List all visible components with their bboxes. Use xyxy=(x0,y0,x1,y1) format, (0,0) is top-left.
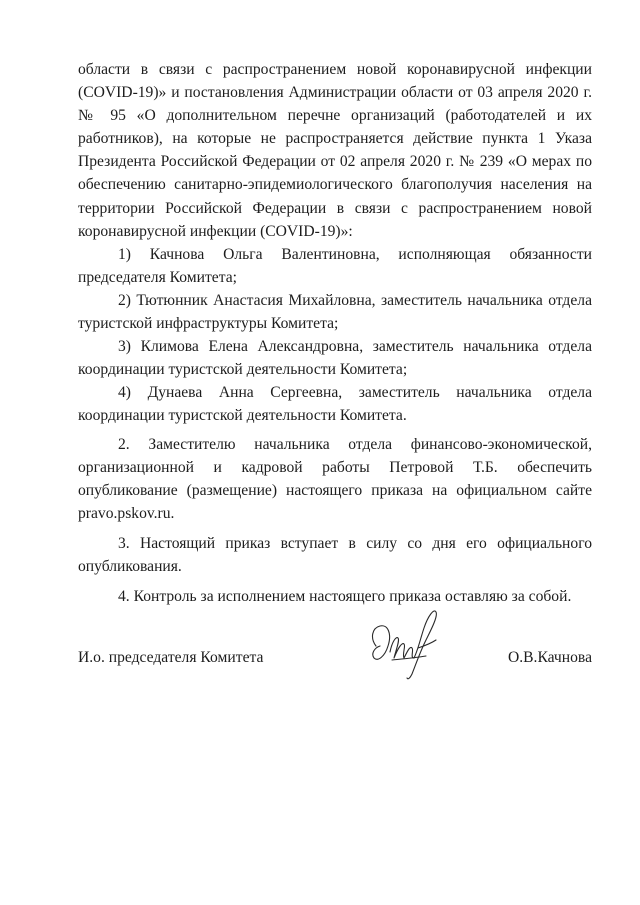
clause-4-control: 4. Контроль за исполнением настоящего приказа оставляю за собой. xyxy=(118,588,572,606)
clause-2-publication: 2. Заместителю начальника отдела финансово-экономической, организационной и кадровой работы Петровой Т.Б. обеспечить опубликование (размещение) настоящего приказа на официальном сайте pravo.pskov.ru. xyxy=(78,435,592,522)
document-body xyxy=(78,58,592,608)
signatory-position: И.о. председателя Комитета xyxy=(78,649,264,666)
signature-block xyxy=(78,646,592,670)
clause-3-effect: 3. Настоящий приказ вступает в силу со дня его официального опубликования. xyxy=(78,534,592,575)
handwritten-signature xyxy=(362,602,444,682)
list-item-dunaeva: 4) Дунаева Анна Сергеевна, заместитель начальника отдела координации туристской деятельности Комитета. xyxy=(78,384,592,425)
list-item-kachnova: 1) Качнова Ольга Валентиновна, исполняющая обязанности председателя Комитета; xyxy=(78,245,592,286)
list-item-klimova: 3) Климова Елена Александровна, заместитель начальника отдела координации туристской деятельности Комитета; xyxy=(78,338,592,379)
list-item-tyutyunnik: 2) Тютюнник Анастасия Михайловна, заместитель начальника отдела туристской инфраструктуры Комитета; xyxy=(78,291,592,333)
signatory-name: О.В.Качнова xyxy=(507,649,592,666)
paragraph-preamble: области в связи с распространением новой коронавирусной инфекции (COVID-19)» и постановления Администрации области от 03 апреля 2020 г. № 95 «О дополнительном перечне организаций (работодателей и их работников), на которые не распространяется действие пункта 1 Указа Президента Российской Федерации от 02 апреля 2020 г. № 239 «О мерах по обеспечению санитарно-эпидемиологического благополучия населения на территории Российской Федерации в связи с распространением новой коронавирусной инфекции (COVID-19)»: xyxy=(78,61,592,240)
